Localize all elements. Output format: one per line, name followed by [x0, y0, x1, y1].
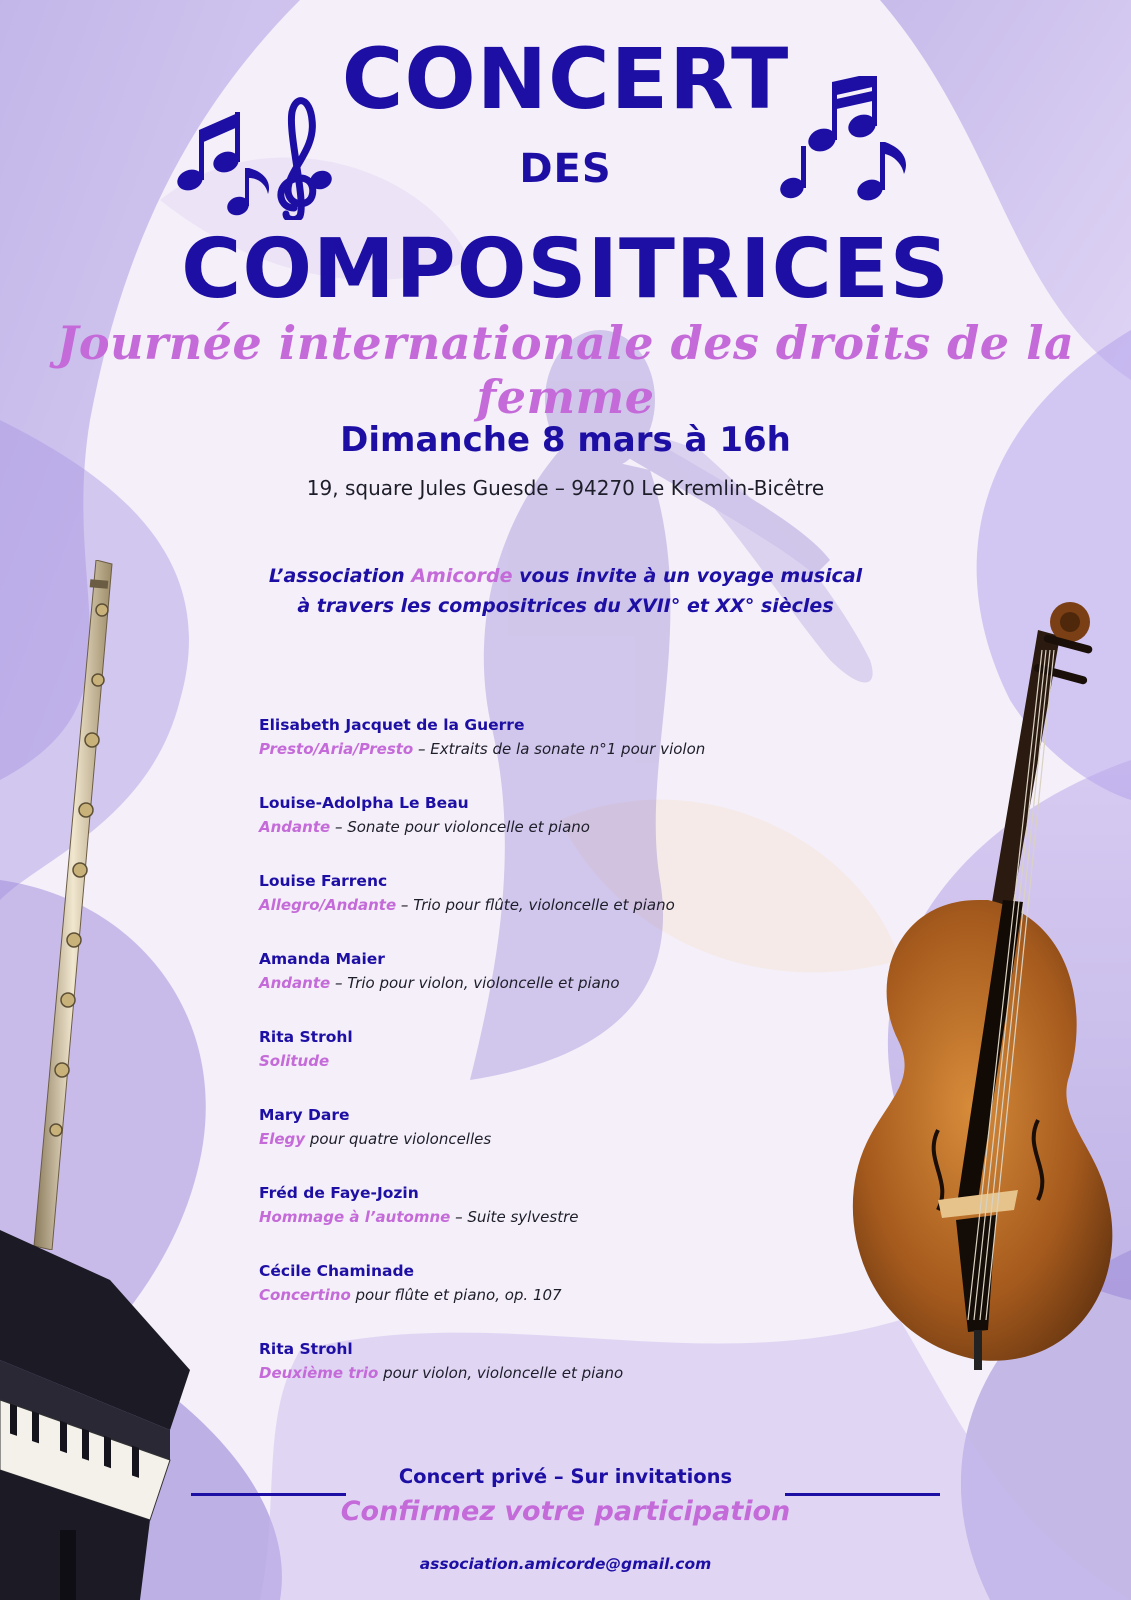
event-date: Dimanche 8 mars à 16h [340, 420, 791, 460]
subtitle: Journée internationale des droits de la femme [56, 316, 1075, 424]
title-line-3: COMPOSITRICES [181, 222, 950, 317]
piece-title: Solitude [259, 1052, 330, 1070]
program-item [259, 1340, 819, 1418]
piano-illustration [0, 1220, 205, 1600]
piece-detail: pour quatre violoncelles [305, 1130, 492, 1148]
event-address: 19, square Jules Guesde – 94270 Le Kremlin-Bicêtre [306, 476, 825, 500]
composer-name: Cécile Chaminade [259, 1262, 415, 1280]
composer-name: Rita Strohl [259, 1340, 353, 1358]
piece-line [259, 1130, 819, 1148]
invite-line1-before: L’association [268, 565, 412, 587]
program-item [259, 1262, 819, 1340]
piece-title: Concertino [259, 1286, 351, 1304]
piece-line [259, 1208, 819, 1226]
title-line-2: DES [519, 146, 612, 192]
composer-name: Amanda Maier [259, 950, 385, 968]
composer-name: Mary Dare [259, 1106, 350, 1124]
program-item [259, 1106, 819, 1184]
program-item [259, 716, 819, 794]
piece-line [259, 1286, 819, 1304]
piece-detail: – Trio pour violon, violoncelle et piano [330, 974, 620, 992]
piece-detail: – Sonate pour violoncelle et piano [330, 818, 590, 836]
piece-line [259, 896, 819, 914]
program-list [259, 716, 819, 1418]
composer-name: Louise-Adolpha Le Beau [259, 794, 469, 812]
piece-title: Hommage à l’automne [259, 1208, 451, 1226]
cello-illustration [828, 600, 1128, 1400]
footer-confirm: Confirmez votre participation [340, 1496, 791, 1527]
association-name: Amicorde [411, 565, 513, 587]
composer-name: Elisabeth Jacquet de la Guerre [259, 716, 525, 734]
piece-line [259, 1052, 819, 1070]
piece-line [259, 818, 819, 836]
piece-detail: – Trio pour flûte, violoncelle et piano [396, 896, 675, 914]
piece-detail: – Extraits de la sonate n°1 pour violon [413, 740, 706, 758]
piece-title: Andante [259, 974, 331, 992]
piece-title: Deuxième trio [259, 1364, 379, 1382]
invite-line2: à travers les compositrices du XVII° et XX° siècles [297, 595, 834, 617]
composer-name: Fréd de Faye-Jozin [259, 1184, 419, 1202]
piece-title: Presto/Aria/Presto [259, 740, 414, 758]
piece-line [259, 740, 819, 758]
piece-title: Allegro/Andante [259, 896, 397, 914]
piece-line [259, 1364, 819, 1382]
footer-private-concert: Concert privé – Sur invitations [398, 1465, 733, 1488]
program-item [259, 872, 819, 950]
title-line-1: CONCERT [341, 30, 790, 128]
program-item [259, 1028, 819, 1106]
composer-name: Louise Farrenc [259, 872, 388, 890]
program-item [259, 794, 819, 872]
piece-detail: – Suite sylvestre [450, 1208, 579, 1226]
piece-detail: pour violon, violoncelle et piano [378, 1364, 624, 1382]
flute-illustration [0, 560, 130, 1250]
piece-detail: pour flûte et piano, op. 107 [350, 1286, 562, 1304]
contact-email[interactable]: association.amicorde@gmail.com [419, 1555, 712, 1573]
program-item [259, 1184, 819, 1262]
invite-line1-after: vous invite à un voyage musical [512, 565, 863, 587]
piece-line [259, 974, 819, 992]
composer-name: Rita Strohl [259, 1028, 353, 1046]
piece-title: Andante [259, 818, 331, 836]
piece-title: Elegy [259, 1130, 306, 1148]
program-item [259, 950, 819, 1028]
